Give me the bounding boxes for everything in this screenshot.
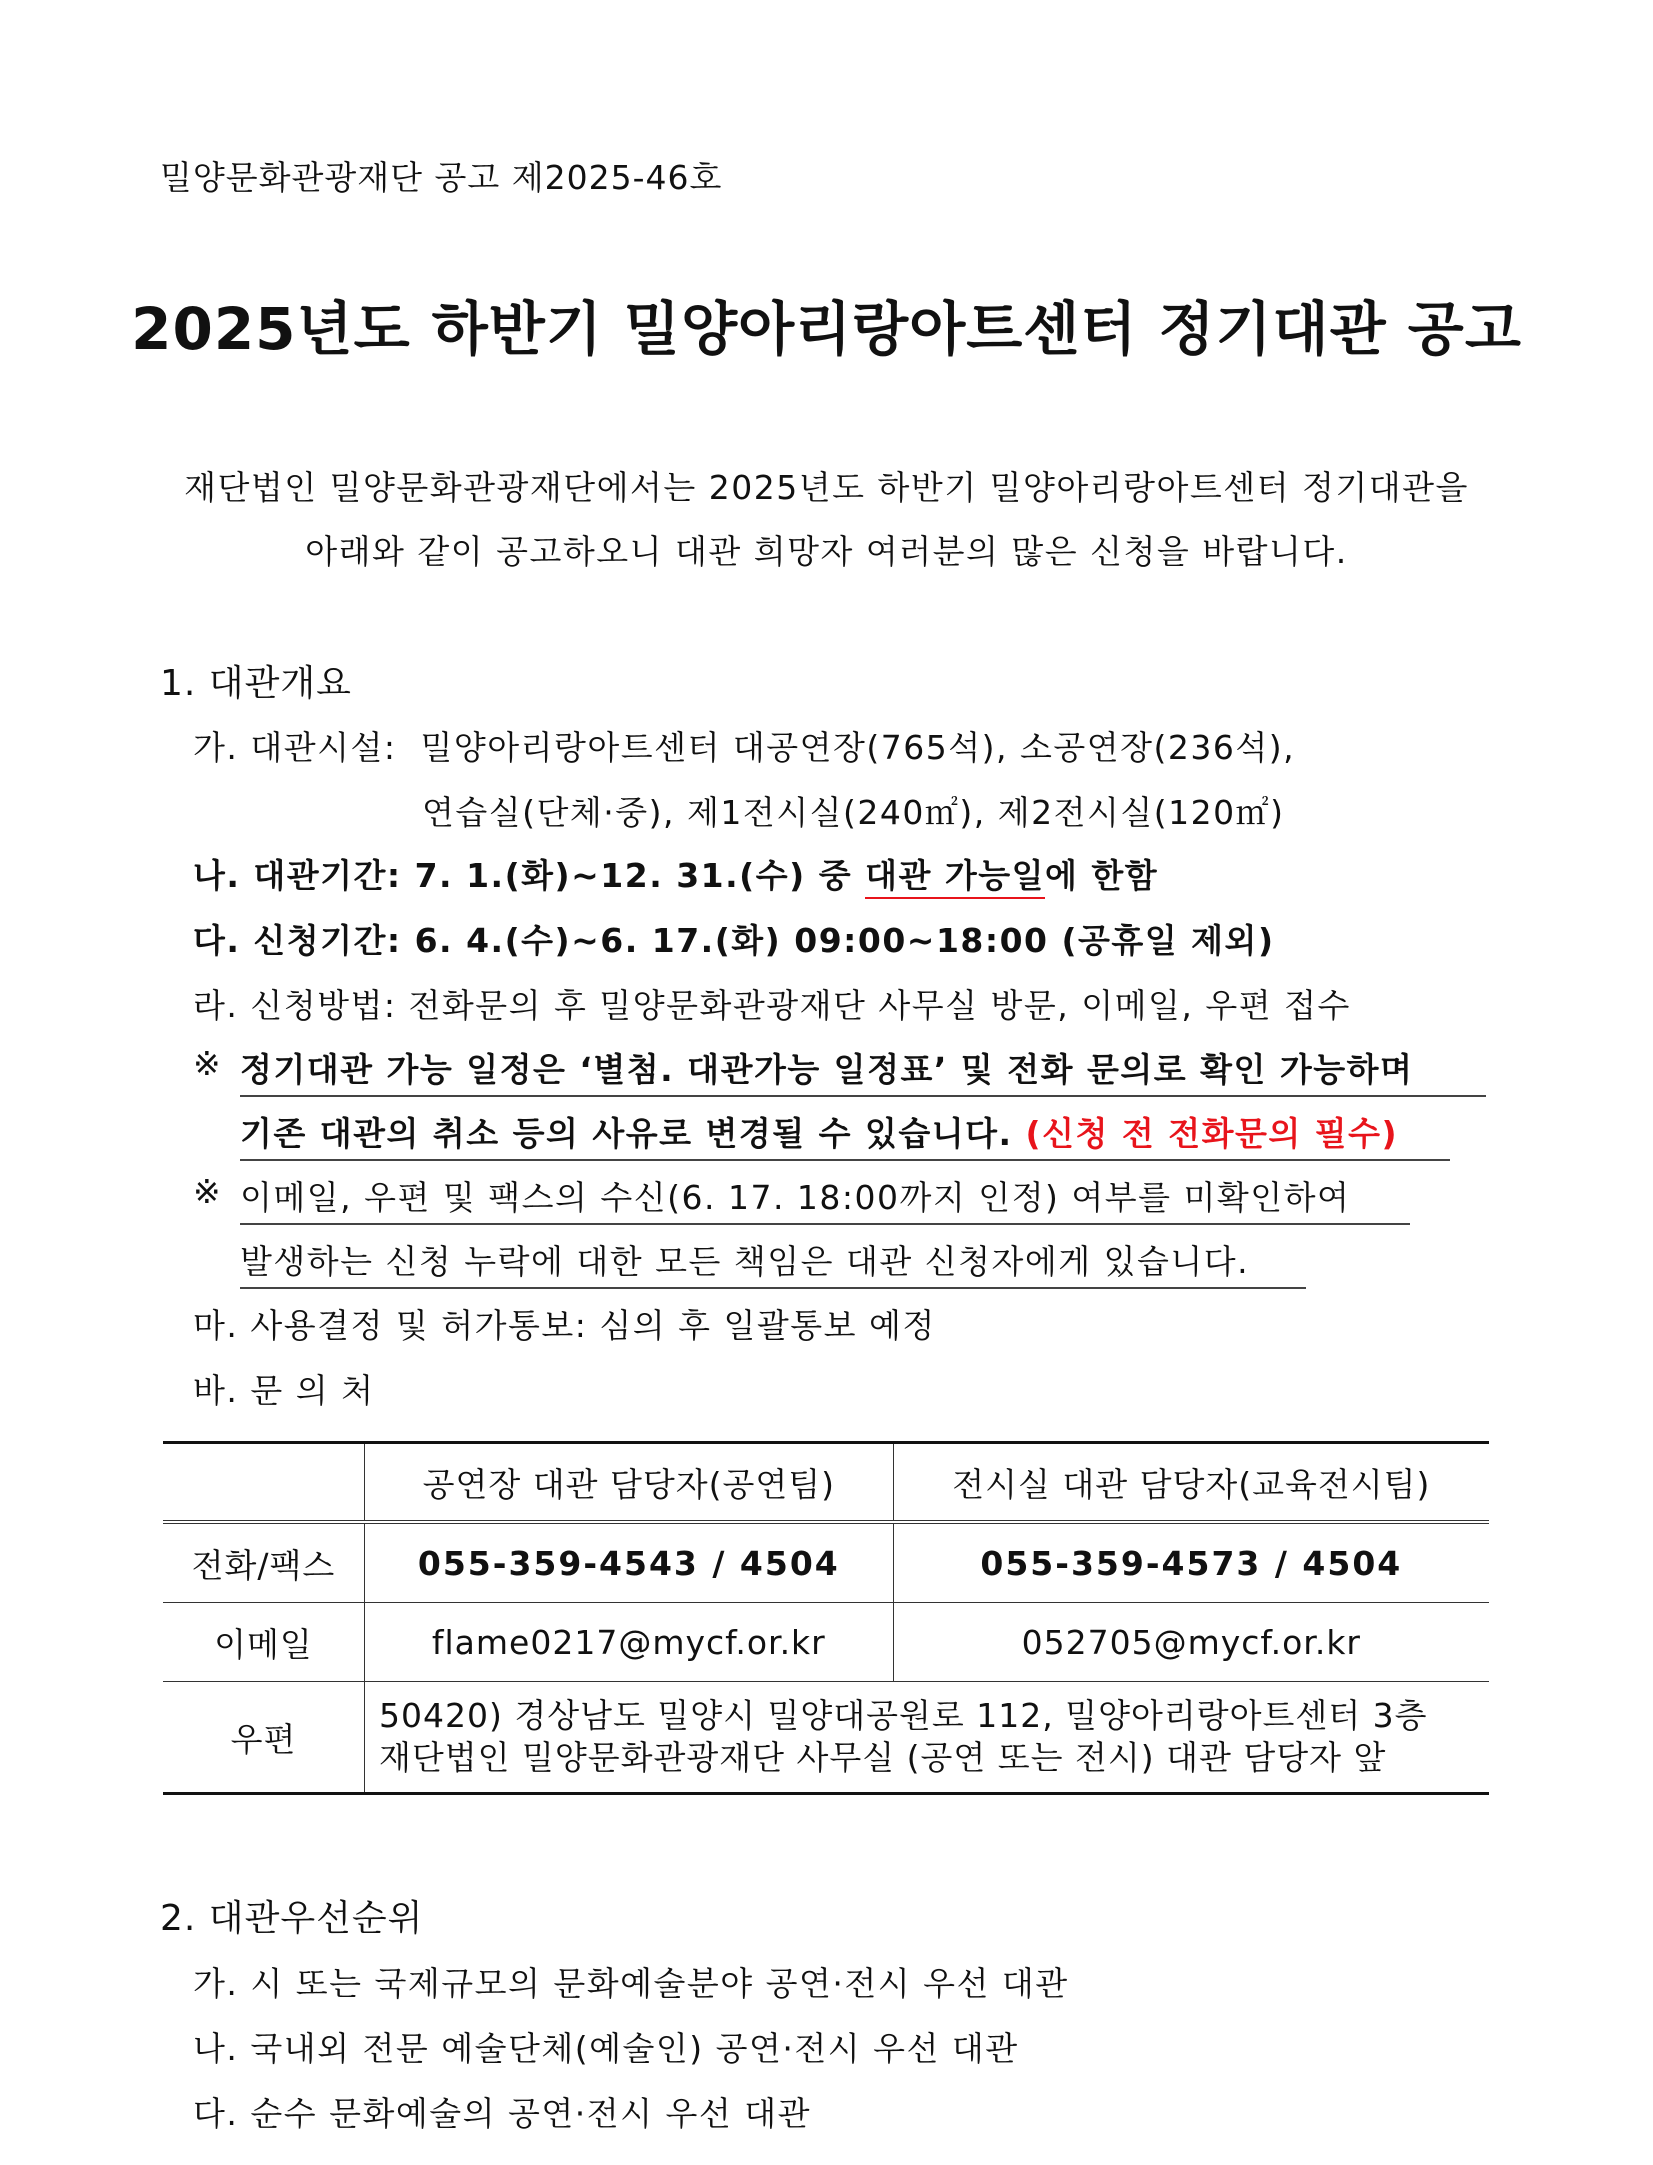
page-title: 2025년도 하반기 밀양아리랑아트센터 정기대관 공고 [131, 295, 1522, 363]
priority-item-1: 가. 시 또는 국제규모의 문화예술분야 공연·전시 우선 대관 [193, 1964, 1069, 2003]
post-label: 우편 [163, 1682, 365, 1794]
application-method: 라. 신청방법: 전화문의 후 밀양문화관광재단 사무실 방문, 이메일, 우편 접수 [193, 986, 1351, 1025]
rental-period-prefix: 나. 대관기간: 7. 1.(화)~12. 31.(수) 중 [193, 856, 866, 895]
post-address-line-1: 50420) 경상남도 밀양시 밀양대공원로 112, 밀양아리랑아트센터 3층 [379, 1696, 1428, 1735]
section-2-heading: 2. 대관우선순위 [160, 1898, 424, 1939]
post-address [365, 1682, 1490, 1794]
notice-number: 밀양문화관광재단 공고 제2025-46호 [160, 158, 723, 197]
tel-exhibition: 055-359-4573 / 4504 [893, 1522, 1489, 1603]
note-1-line-1: 정기대관 가능 일정은 ‘별첨. 대관가능 일정표’ 및 전화 문의로 확인 가능하며 [240, 1044, 1486, 1097]
section-1-heading: 1. 대관개요 [160, 663, 352, 704]
note-2-line-2: 발생하는 신청 누락에 대한 모든 책임은 대관 신청자에게 있습니다. [240, 1236, 1306, 1289]
email-label: 이메일 [163, 1603, 365, 1682]
note-1-line-2-row [240, 1108, 1450, 1161]
rental-period-underlined: 대관 가능일 [865, 856, 1045, 899]
application-period: 다. 신청기간: 6. 4.(수)~6. 17.(화) 09:00~18:00 (공휴일 제외) [193, 921, 1275, 960]
intro-line-1: 재단법인 밀양문화관광재단에서는 2025년도 하반기 밀양아리랑아트센터 정기대관을 [184, 468, 1469, 507]
email-performance: flame0217@mycf.or.kr [365, 1603, 894, 1682]
intro-line-2: 아래와 같이 공고하오니 대관 희망자 여러분의 많은 신청을 바랍니다. [305, 532, 1348, 571]
tel-performance: 055-359-4543 / 4504 [365, 1522, 894, 1603]
table-row-email [163, 1603, 1489, 1682]
decision-notice: 마. 사용결정 및 허가통보: 심의 후 일괄통보 예정 [193, 1306, 936, 1345]
table-row-tel [163, 1522, 1489, 1603]
header-exhibition: 전시실 대관 담당자(교육전시팀) [893, 1443, 1489, 1523]
facilities-line-1: 밀양아리랑아트센터 대공연장(765석), 소공연장(236석), [420, 728, 1296, 767]
note-1-red-text: (신청 전 전화문의 필수) [1025, 1114, 1399, 1153]
facilities-label: 가. 대관시설: [193, 728, 397, 767]
rental-period [193, 850, 1158, 897]
header-empty-cell [163, 1443, 365, 1523]
priority-item-3: 다. 순수 문화예술의 공연·전시 우선 대관 [193, 2094, 811, 2133]
facilities-row [193, 722, 1295, 769]
email-exhibition: 052705@mycf.or.kr [893, 1603, 1489, 1682]
tel-label: 전화/팩스 [163, 1522, 365, 1603]
post-address-line-2: 재단법인 밀양문화관광재단 사무실 (공연 또는 전시) 대관 담당자 앞 [379, 1738, 1387, 1777]
header-performance: 공연장 대관 담당자(공연팀) [365, 1443, 894, 1523]
note-1-mark: ※ [193, 1044, 223, 1083]
rental-period-suffix: 에 한함 [1044, 856, 1159, 895]
note-1-line-2: 기존 대관의 취소 등의 사유로 변경될 수 있습니다. [240, 1114, 1013, 1153]
contact-label: 바. 문 의 처 [193, 1371, 375, 1410]
contact-table-header [163, 1443, 1489, 1523]
table-row-post [163, 1682, 1489, 1794]
note-2-mark: ※ [193, 1172, 223, 1211]
contact-table [163, 1441, 1489, 1795]
priority-item-2: 나. 국내외 전문 예술단체(예술인) 공연·전시 우선 대관 [193, 2029, 1019, 2068]
facilities-line-2: 연습실(단체·중), 제1전시실(240㎡), 제2전시실(120㎡) [422, 793, 1285, 832]
note-2-line-1: 이메일, 우편 및 팩스의 수신(6. 17. 18:00까지 인정) 여부를 미확인하여 [240, 1172, 1410, 1225]
